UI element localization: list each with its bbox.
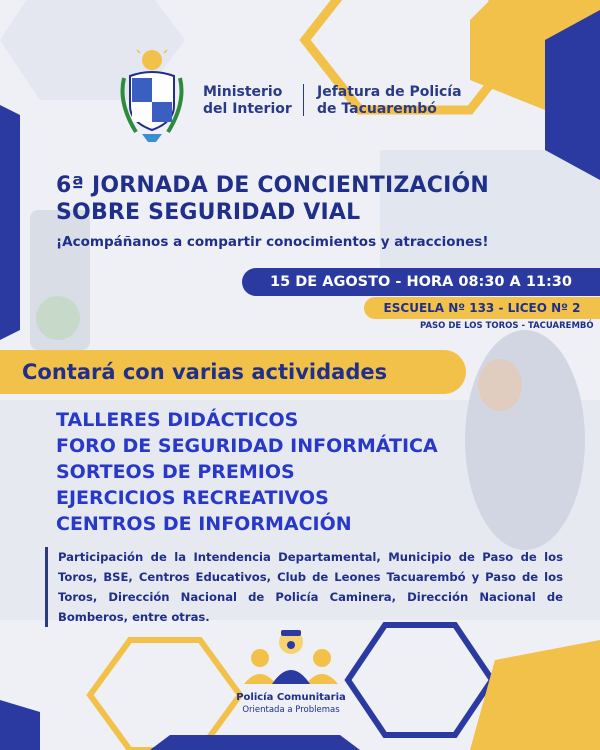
list-item: FORO DE SEGURIDAD INFORMÁTICA [56, 435, 438, 457]
police-department-name: Jefatura de Policía de Tacuarembó [317, 84, 462, 117]
gold-hexagon-bottom-left [90, 640, 240, 750]
school-banner: ESCUELA Nº 133 - LICEO Nº 2 [364, 297, 600, 319]
event-location: PASO DE LOS TOROS - TACUAREMBÓ [420, 321, 594, 331]
header-divider [303, 84, 304, 116]
navy-hexagon-bottom [348, 625, 492, 735]
activity-list [56, 407, 438, 537]
list-item: SORTEOS DE PREMIOS [56, 461, 295, 483]
community-police-logo [232, 628, 350, 720]
activities-heading: Contará con varias actividades [0, 350, 466, 394]
ministry-name: Ministerio del Interior [203, 84, 292, 117]
community-people-icon [232, 628, 350, 686]
event-title: 6ª JORNADA DE CONCIENTIZACIÓN SOBRE SEGURIDAD VIAL [56, 173, 489, 225]
list-item: EJERCICIOS RECREATIVOS [56, 487, 329, 509]
navy-shape-left [0, 105, 20, 340]
navy-shape-right [545, 10, 600, 180]
list-item: CENTROS DE INFORMACIÓN [56, 513, 352, 535]
list-item: TALLERES DIDÁCTICOS [56, 409, 299, 431]
community-logo-subtitle: Orientada a Problemas [242, 705, 340, 715]
participation-text: Participación de la Intendencia Departamental, Municipio de Paso de los Toros, BSE, Centros Educativos, Club de Leones Tacuarembó y Paso de los Toros, Dirección Nacional de Policía Caminera, Dirección Nacional de Bomberos, entre otras. [45, 547, 563, 627]
event-subtitle: ¡Acompáñanos a compartir conocimientos y atracciones! [56, 234, 489, 250]
gold-corner-bottom-right [470, 640, 600, 750]
uruguay-coat-of-arms-icon [116, 48, 188, 144]
community-logo-title: Policía Comunitaria [236, 692, 346, 703]
date-time-banner: 15 DE AGOSTO - HORA 08:30 A 11:30 [242, 268, 600, 296]
